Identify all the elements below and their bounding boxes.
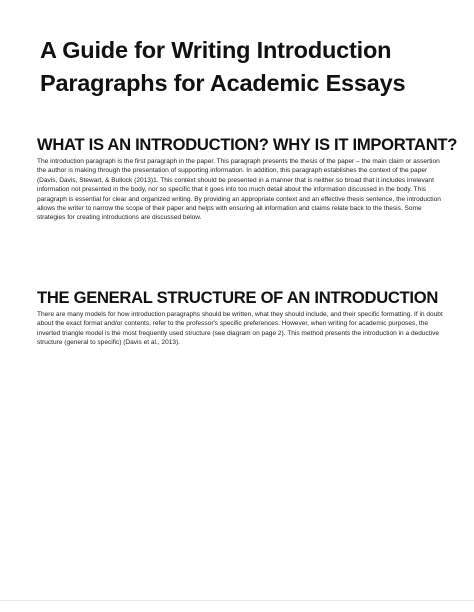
section-heading-general-structure: THE GENERAL STRUCTURE OF AN INTRODUCTION	[37, 288, 438, 307]
section-paragraph-what-is-introduction: The introduction paragraph is the first paragraph in the paper. This paragraph presents the thesis of the paper – the main claim or assertion the author is making through the presentation of supporting information. In addition, this paragraph establishes the context of the paper (Davis, Davis, Stewart, & Bullock (2013)1. This context should be presented in a manner that is neither so broad that it includes irrelevant information not presented in the body, nor so specific that it goes into too much detail about the information discussed in the body. This paragraph is essential for clear and organized writing. By providing an appropriate context and an effective thesis sentence, the introduction allows the writer to narrow the scope of their paper and helps with ensuring all information and claims relate back to the thesis. Some strategies for creating introductions are discussed below.	[37, 158, 441, 222]
document-title: A Guide for Writing Introduction Paragraphs for Academic Essays	[40, 37, 406, 96]
page-bottom-divider	[0, 600, 474, 601]
section-paragraph-general-structure: There are many models for how introduction paragraphs should be written, what they should include, and their specific formatting. If in doubt about the exact format and/or contents, refer to the professor's specific preferences. However, when writing for academic purposes, the inverted triangle model is the most frequently used structure (see diagram on page 2). This method presents the introduction in a deductive structure (general to specific) (Davis et al., 2013).	[37, 311, 443, 347]
section-heading-what-is-introduction: WHAT IS AN INTRODUCTION? WHY IS IT IMPORTANT?	[37, 135, 458, 154]
